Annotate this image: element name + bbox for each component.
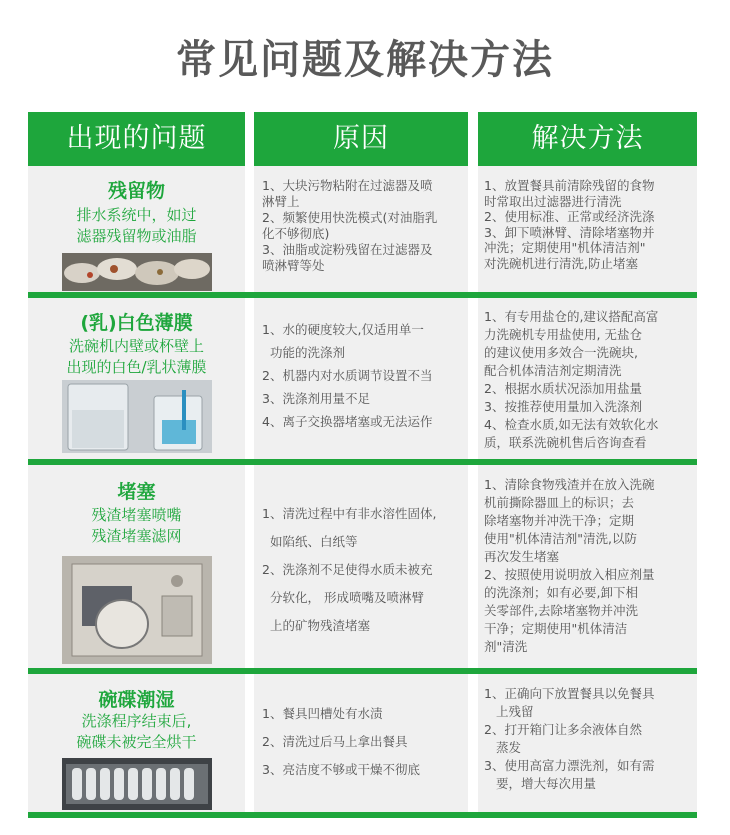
problem-description-line: 碗碟未被完全烘干: [76, 733, 197, 751]
cause-line: 1、餐具凹槽处有水渍: [262, 706, 383, 721]
solution-line: 1、正确向下放置餐具以免餐具: [484, 686, 655, 701]
header-solution: 解决方法: [478, 112, 697, 166]
solution-line: 2、根据水质状况添加用盐量: [484, 381, 642, 396]
cause-line: 3、油脂或淀粉残留在过滤器及: [262, 242, 433, 257]
row-divider: [28, 292, 697, 298]
cause-line: 2、清洗过后马上拿出餐具: [262, 734, 408, 749]
header-problem: 出现的问题: [28, 112, 245, 166]
cause-line: 1、清洗过程中有非水溶性固体,: [262, 506, 437, 521]
solution-line: 使用"机体清洁剂"清洗,以防: [484, 531, 637, 546]
cause-list: [262, 500, 462, 640]
solution-line: 3、卸下喷淋臂、清除堵塞物并: [484, 224, 655, 240]
problem-description: [28, 336, 245, 378]
problem-description-line: 残渣堵塞滤网: [91, 527, 182, 545]
problem-title: (乳)白色薄膜: [80, 312, 193, 334]
cause-line: 如陷纸、白纸等: [270, 534, 358, 549]
cause-line: 2、洗涤剂不足使得水质未被充: [262, 562, 433, 577]
solution-line: 4、检查水质,如无法有效软化水: [484, 417, 659, 432]
cause-line: 上的矿物残渣堵塞: [270, 618, 371, 633]
problem-description-line: 排水系统中，如过: [76, 206, 197, 224]
cause-line: 分软化， 形成喷嘴及喷淋臂: [270, 590, 424, 605]
dish-residue-photo: [62, 253, 212, 291]
solution-line: 1、放置餐具前清除残留的食物: [484, 178, 655, 193]
solution-line: 2、按照使用说明放入相应剂量: [484, 567, 655, 582]
solution-line: 力洗碗机专用盐使用, 无盐仓: [484, 327, 642, 342]
cause-line: 1、水的硬度较大,仅适用单一: [262, 322, 424, 337]
header-cause: 原因: [254, 112, 468, 166]
problem-description-line: 残渣堵塞喷嘴: [91, 506, 182, 524]
solution-line: 上残留: [496, 704, 534, 719]
problem-title: 残留物: [107, 180, 165, 202]
solution-line: 2、打开箱门让多余液体自然: [484, 722, 642, 737]
solution-line: 除堵塞物并冲洗干净；定期: [484, 513, 635, 528]
cause-line: 淋臂上: [262, 194, 300, 209]
cause-line: 3、洗涤剂用量不足: [262, 391, 370, 406]
solution-line: 再次发生堵塞: [484, 549, 560, 564]
problem-description-line: 滤器残留物或油脂: [76, 227, 197, 245]
cause-line: 功能的洗涤剂: [270, 345, 346, 360]
solution-line: 机前撕除器皿上的标识；去: [484, 495, 635, 510]
cause-line: 喷淋臂等处: [262, 258, 325, 273]
cause-line: 3、亮洁度不够或干燥不彻底: [262, 762, 420, 777]
solution-list: [484, 308, 692, 452]
row-divider: [28, 668, 697, 674]
clogged-filter-photo: [62, 556, 212, 664]
cause-list: [262, 178, 462, 274]
problem-description: [28, 205, 245, 247]
solution-line: 配合机体清洁剂定期清洗: [484, 363, 622, 378]
problem-description-line: 出现的白色/乳状薄膜: [66, 358, 207, 376]
cause-list: [262, 318, 462, 433]
cause-line: 1、大块污物粘附在过滤器及喷: [262, 178, 433, 193]
solution-list: [484, 178, 692, 271]
cause-line: 2、频繁使用快洗模式(对油脂乳: [262, 210, 438, 225]
solution-line: 蒸发: [496, 740, 522, 755]
cause-line: 化不够彻底): [262, 226, 330, 241]
problem-title: 碗碟潮湿: [98, 689, 175, 711]
solution-line: 对洗碗机进行清洗,防止堵塞: [484, 255, 638, 271]
page-title: 常见问题及解决方法: [176, 37, 554, 83]
problem-description: [28, 711, 245, 753]
solution-line: 要，增大每次用量: [496, 776, 597, 791]
solution-line: 质，联系洗碗机售后咨询查看: [484, 435, 647, 450]
solution-list: [484, 476, 692, 656]
cause-line: 2、机器内对水质调节设置不当: [262, 368, 433, 383]
solution-list: [484, 685, 692, 793]
problem-title: 堵塞: [117, 481, 156, 503]
cause-line: 4、离子交换器堵塞或无法运作: [262, 414, 433, 429]
solution-line: 关零部件,去除堵塞物并冲洗: [484, 603, 638, 618]
table-bottom-border: [28, 812, 697, 818]
solution-line: 干净；定期使用"机体清洁: [484, 621, 628, 636]
glass-film-photo: [62, 380, 212, 453]
wet-dishes-photo: [62, 758, 212, 810]
solution-line: 的洗涤剂；如有必要,卸下相: [484, 585, 638, 600]
solution-line: 1、清除食物残渣并在放入洗碗: [484, 477, 655, 492]
solution-line: 剂"清洗: [484, 639, 528, 654]
solution-line: 时常取出过滤器进行清洗: [484, 193, 622, 209]
solution-line: 2、使用标准、正常或经济洗涤: [484, 209, 655, 224]
solution-line: 3、按推荐使用量加入洗涤剂: [484, 399, 642, 414]
problem-description-line: 洗碗机内壁或杯壁上: [68, 337, 204, 355]
problem-description: [28, 505, 245, 547]
solution-line: 的建议使用多效合一洗碗块,: [484, 345, 638, 360]
problem-description-line: 洗涤程序结束后,: [81, 712, 192, 730]
row-divider: [28, 459, 697, 465]
solution-line: 1、有专用盐仓的,建议搭配高富: [484, 309, 659, 324]
solution-line: 冲洗；定期使用"机体清洁剂": [484, 240, 646, 255]
solution-line: 3、使用高富力漂洗剂，如有需: [484, 758, 655, 773]
cause-list: [262, 700, 462, 784]
